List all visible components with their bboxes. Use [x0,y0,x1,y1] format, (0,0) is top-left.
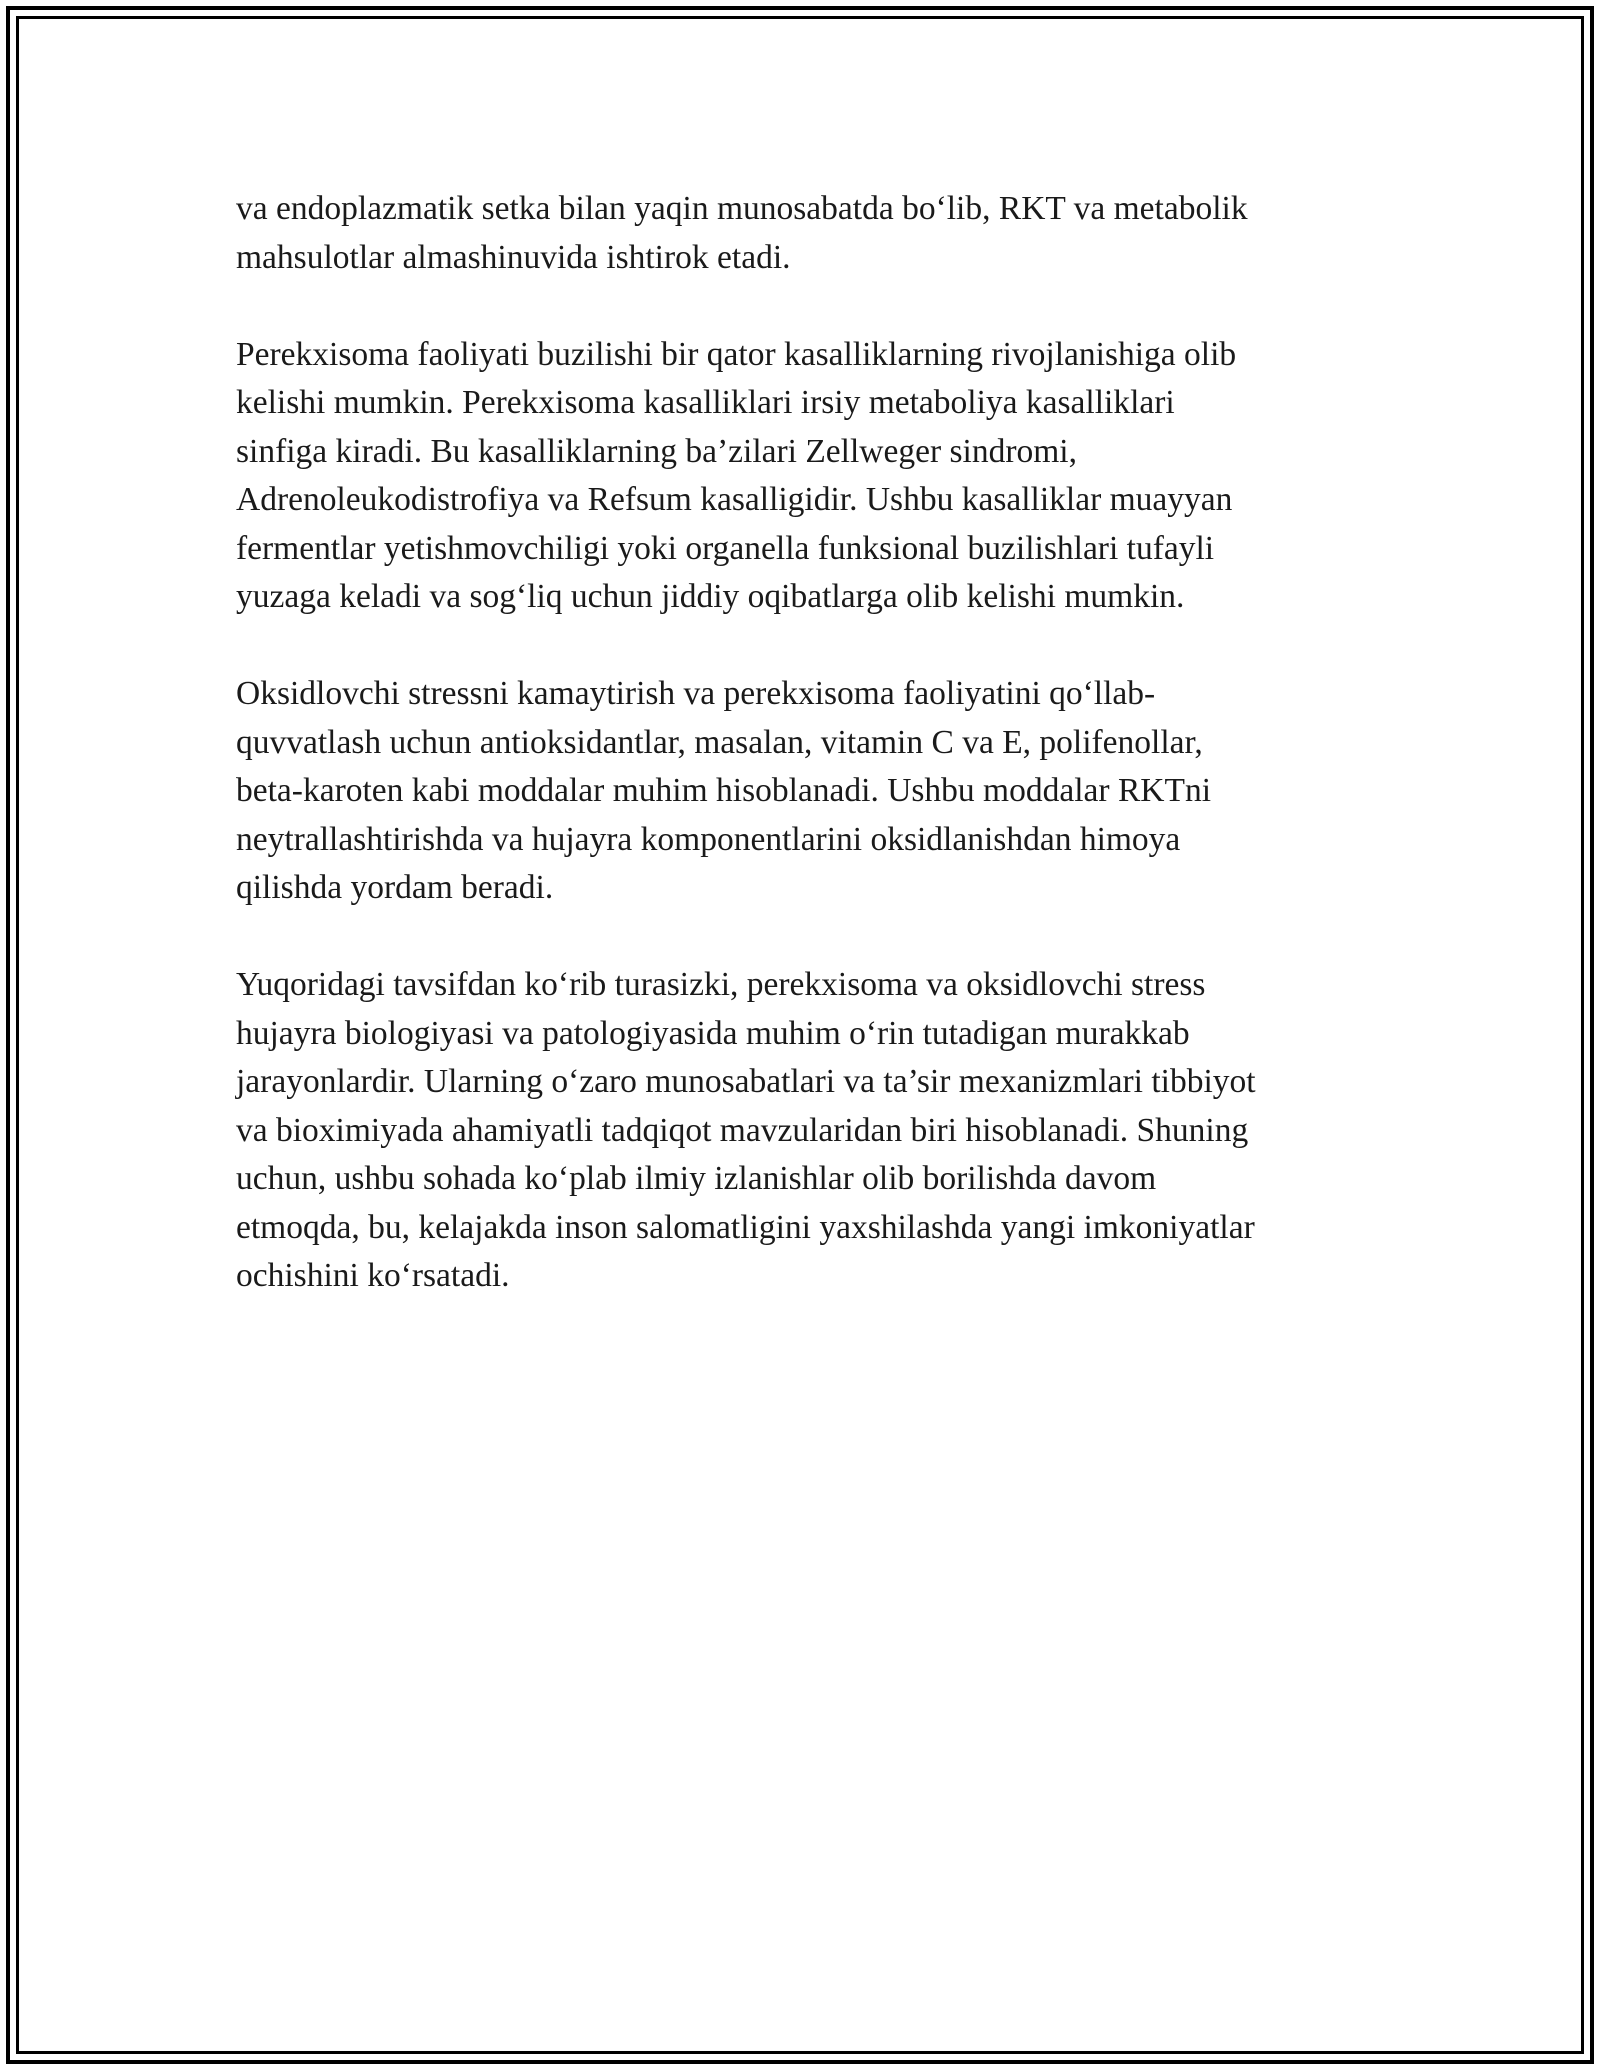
text-line: uchun, ushbu sohada ko‘plab ilmiy izlanishlar olib borilishda davom [236,1160,1157,1197]
text-line: hujayra biologiyasi va patologiyasida muhim o‘rin tutadigan murakkab [236,1014,1190,1052]
text-line: qilishda yordam beradi. [236,869,554,906]
text-line: Adrenoleukodistrofiya va Refsum kasalligidir. Ushbu kasalliklar muayyan [236,481,1233,518]
text-line: fermentlar yetishmovchiligi yoki organella funksional buzilishlari tufayli [236,529,1215,567]
document-body [236,185,1376,1349]
text-line: Oksidlovchi stressni kamaytirish va perekxisoma faoliyatini qo‘llab- [236,675,1156,712]
text-line: va endoplazmatik setka bilan yaqin munosabatda bo‘lib, RKT va metabolik [236,190,1248,227]
paragraph-2 [236,331,1376,622]
text-line: va bioximiyada ahamiyatli tadqiqot mavzularidan biri hisoblanadi. Shuning [236,1111,1249,1149]
text-line: kelishi mumkin. Perekxisoma kasalliklari irsiy metaboliya kasalliklari [236,384,1175,421]
text-line: sinfiga kiradi. Bu kasalliklarning ba’zilari Zellweger sindromi, [236,432,1077,470]
text-line: ochishini ko‘rsatadi. [236,1257,510,1294]
text-line: neytrallashtirishda va hujayra komponentlarini oksidlanishdan himoya [236,820,1181,858]
text-line: etmoqda, bu, kelajakda inson salomatligini yaxshilashda yangi imkoniyatlar [236,1208,1255,1246]
text-line: mahsulotlar almashinuvida ishtirok etadi. [236,238,791,276]
text-line: Perekxisoma faoliyati buzilishi bir qator kasalliklarning rivojlanishiga olib [236,335,1237,373]
text-line: jarayonlardir. Ularning o‘zaro munosabatlari va ta’sir mexanizmlari tibbiyot [236,1063,1256,1100]
text-line: yuzaga keladi va sog‘liq uchun jiddiy oqibatlarga olib kelishi mumkin. [236,578,1185,615]
paragraph-4 [236,961,1376,1301]
paragraph-3 [236,670,1376,913]
text-line: beta-karoten kabi moddalar muhim hisoblanadi. Ushbu moddalar RKTni [236,772,1212,809]
paragraph-1 [236,185,1376,282]
text-line: Yuqoridagi tavsifdan ko‘rib turasizki, perekxisoma va oksidlovchi stress [236,966,1206,1003]
text-line: quvvatlash uchun antioksidantlar, masalan, vitamin C va E, polifenollar, [236,723,1203,761]
